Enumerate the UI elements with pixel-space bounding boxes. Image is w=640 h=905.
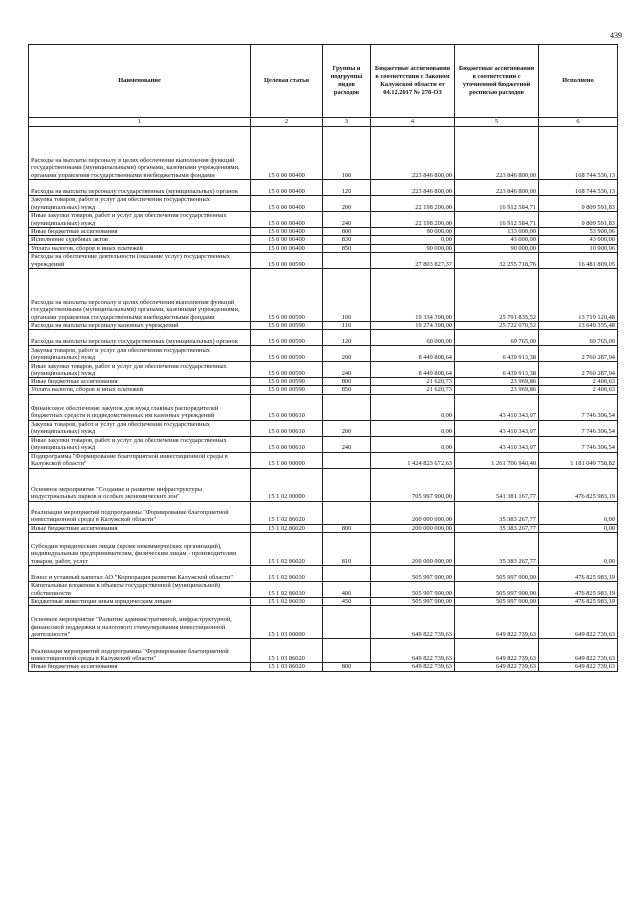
cell-group: 100 (323, 268, 371, 321)
header-row (29, 45, 618, 118)
cell-refined: 35 383 267,77 (455, 524, 539, 532)
cell-group: 240 (323, 436, 371, 452)
cell-name: Взнос в уставный капитал АО "Корпорация развития Калужской области" (29, 566, 251, 582)
table-row (29, 252, 618, 268)
cell-law: 8 449 808,64 (371, 346, 455, 362)
table-row (29, 268, 618, 321)
cell-refined: 505 997 900,00 (455, 598, 539, 606)
cell-law: 223 846 800,00 (371, 127, 455, 180)
cell-code: 15 0 00 00400 (251, 212, 323, 228)
cell-group: 240 (323, 362, 371, 378)
cell-name: Расходы на обеспечение деятельности (оказание услуг) государственных учреждений (29, 252, 251, 268)
cell-executed: 2 760 287,94 (539, 362, 618, 378)
cell-name: Расходы на выплаты персоналу государственных (муниципальных) органов (29, 180, 251, 196)
cell-law: 8 449 808,64 (371, 362, 455, 378)
cell-law: 0,00 (371, 394, 455, 420)
table-row (29, 228, 618, 236)
table-row (29, 378, 618, 386)
cell-refined: 649 822 739,63 (455, 663, 539, 671)
cell-executed: 476 825 983,19 (539, 582, 618, 598)
table-row (29, 468, 618, 501)
cell-executed: 649 822 739,63 (539, 639, 618, 663)
cell-code: 15 0 00 00590 (251, 321, 323, 329)
cell-name: Исполнение судебных актов (29, 236, 251, 244)
cell-refined: 6 439 913,38 (455, 362, 539, 378)
cell-executed: 649 822 739,63 (539, 663, 618, 671)
cell-executed: 476 825 983,19 (539, 566, 618, 582)
cell-name: Уплата налогов, сборов и иных платежей (29, 386, 251, 394)
cell-code: 15 0 00 00590 (251, 362, 323, 378)
cell-code: 15 1 03 86020 (251, 663, 323, 671)
cell-name: Иные закупки товаров, работ и услуг для обеспечения государственных (муниципальных) нужд (29, 436, 251, 452)
cell-code: 15 1 02 86030 (251, 598, 323, 606)
cell-law: 22 198 200,00 (371, 212, 455, 228)
table-row (29, 127, 618, 180)
cell-refined: 649 822 739,63 (455, 639, 539, 663)
table-row (29, 663, 618, 671)
table-row (29, 501, 618, 524)
cell-name: Расходы на выплаты персоналу государственных (муниципальных) органов (29, 330, 251, 346)
cell-law: 90 000,00 (371, 244, 455, 252)
cell-executed: 13 649 355,48 (539, 321, 618, 329)
table-row (29, 524, 618, 532)
cell-executed: 0,00 (539, 524, 618, 532)
cell-law: 223 846 800,00 (371, 180, 455, 196)
table-row (29, 346, 618, 362)
cell-name: Иные закупки товаров, работ и услуг для обеспечения государственных (муниципальных) нужд (29, 212, 251, 228)
cell-group: 400 (323, 582, 371, 598)
cell-group (323, 468, 371, 501)
cell-code: 15 1 02 86020 (251, 533, 323, 566)
cell-code: 15 0 00 00400 (251, 236, 323, 244)
cell-group: 200 (323, 346, 371, 362)
column-number-6: 6 (539, 118, 618, 127)
cell-refined: 223 846 800,00 (455, 180, 539, 196)
cell-law: 90 000,00 (371, 228, 455, 236)
table-row (29, 394, 618, 420)
cell-law: 19 274 398,00 (371, 321, 455, 329)
table-row (29, 330, 618, 346)
column-header-6: Исполнено (539, 45, 618, 118)
cell-law: 0,00 (371, 420, 455, 436)
cell-executed: 168 744 536,13 (539, 127, 618, 180)
cell-group (323, 639, 371, 663)
cell-code: 15 1 03 86020 (251, 639, 323, 663)
cell-name: Основное мероприятие "Развитие административной, инфраструктурной, финансовой поддержки и налогового стимулирования инвестиционной деятельности" (29, 606, 251, 639)
cell-executed: 0,00 (539, 501, 618, 524)
cell-code: 15 1 02 86020 (251, 524, 323, 532)
cell-refined: 541 381 167,77 (455, 468, 539, 501)
cell-name: Подпрограмма "Формирование благоприятной инвестиционной среды в Калужской области" (29, 452, 251, 468)
cell-executed: 649 822 739,63 (539, 606, 618, 639)
cell-name: Субсидии юридическим лицам (кроме некоммерческих организаций), индивидуальным предпринимателям, физическим лицам - производителям товаров, работ, услуг (29, 533, 251, 566)
column-header-5: Бюджетные ассигнования в соответствии с уточненной бюджетной росписью расходов (455, 45, 539, 118)
cell-name: Расходы на выплаты персоналу казенных учреждений (29, 321, 251, 329)
cell-law: 200 000 000,00 (371, 524, 455, 532)
cell-refined: 90 000,00 (455, 244, 539, 252)
table-row (29, 196, 618, 212)
cell-code: 15 1 00 00000 (251, 452, 323, 468)
table-row (29, 386, 618, 394)
cell-name: Реализация мероприятий подпрограммы "Формирование благоприятной инвестиционной среды в Калужской области" (29, 501, 251, 524)
cell-law: 649 822 739,63 (371, 606, 455, 639)
cell-executed: 7 746 396,54 (539, 394, 618, 420)
cell-group: 810 (323, 533, 371, 566)
cell-code: 15 0 00 00590 (251, 252, 323, 268)
table-body (29, 127, 618, 672)
cell-code: 15 0 00 00590 (251, 386, 323, 394)
cell-group: 450 (323, 598, 371, 606)
cell-refined: 223 846 800,00 (455, 127, 539, 180)
cell-law: 505 997 900,00 (371, 598, 455, 606)
column-header-2: Целевая статья (251, 45, 323, 118)
cell-law: 649 822 739,63 (371, 639, 455, 663)
cell-group: 240 (323, 212, 371, 228)
cell-refined: 69 765,00 (455, 330, 539, 346)
table-row (29, 533, 618, 566)
cell-name: Закупка товаров, работ и услуг для обеспечения государственных (муниципальных) нужд (29, 346, 251, 362)
table-row (29, 420, 618, 436)
cell-refined: 505 997 900,00 (455, 566, 539, 582)
cell-group (323, 566, 371, 582)
cell-group: 850 (323, 386, 371, 394)
cell-group: 850 (323, 244, 371, 252)
cell-code: 15 0 00 00590 (251, 268, 323, 321)
cell-executed: 2 400,63 (539, 386, 618, 394)
table-row (29, 639, 618, 663)
budget-table (28, 44, 618, 672)
cell-code: 15 0 00 00400 (251, 244, 323, 252)
cell-executed: 9 809 591,83 (539, 212, 618, 228)
cell-refined: 43 000,00 (455, 236, 539, 244)
cell-refined: 25 722 070,52 (455, 321, 539, 329)
table-row (29, 212, 618, 228)
cell-code: 15 0 00 00610 (251, 420, 323, 436)
cell-code: 15 0 00 00610 (251, 436, 323, 452)
cell-law: 705 997 900,00 (371, 468, 455, 501)
cell-law: 1 424 823 672,63 (371, 452, 455, 468)
cell-code: 15 1 02 86030 (251, 566, 323, 582)
cell-executed: 476 825 983,19 (539, 598, 618, 606)
cell-code: 15 0 00 00610 (251, 394, 323, 420)
cell-executed: 168 744 536,13 (539, 180, 618, 196)
cell-group (323, 394, 371, 420)
cell-group: 800 (323, 663, 371, 671)
column-header-4: Бюджетные ассигнования в соответствии с Законом Калужской области от 04.12.2017 № 278-ОЗ (371, 45, 455, 118)
cell-executed: 10 900,96 (539, 244, 618, 252)
cell-law: 0,00 (371, 236, 455, 244)
cell-law: 22 198 200,00 (371, 196, 455, 212)
cell-law: 505 997 900,00 (371, 582, 455, 598)
cell-name: Иные бюджетные ассигнования (29, 228, 251, 236)
cell-refined: 649 822 739,63 (455, 606, 539, 639)
table-row (29, 236, 618, 244)
table-row (29, 452, 618, 468)
cell-law: 505 997 900,00 (371, 566, 455, 582)
cell-refined: 505 997 900,00 (455, 582, 539, 598)
cell-refined: 133 000,00 (455, 228, 539, 236)
table-row (29, 180, 618, 196)
cell-code: 15 0 00 00400 (251, 228, 323, 236)
cell-group: 110 (323, 321, 371, 329)
cell-name: Иные бюджетные ассигнования (29, 663, 251, 671)
cell-name: Закупка товаров, работ и услуг для обеспечения государственных (муниципальных) нужд (29, 420, 251, 436)
cell-executed: 7 746 396,54 (539, 436, 618, 452)
cell-law: 649 822 739,63 (371, 663, 455, 671)
column-number-3: 3 (323, 118, 371, 127)
cell-code: 15 0 00 00590 (251, 378, 323, 386)
cell-name: Уплата налогов, сборов и иных платежей (29, 244, 251, 252)
cell-executed: 0,00 (539, 533, 618, 566)
cell-law: 19 334 398,00 (371, 268, 455, 321)
cell-refined: 23 969,86 (455, 386, 539, 394)
page-number: 439 (610, 31, 622, 40)
cell-group (323, 452, 371, 468)
cell-code: 15 0 00 00590 (251, 346, 323, 362)
cell-group: 800 (323, 228, 371, 236)
table-row (29, 606, 618, 639)
cell-executed: 53 900,96 (539, 228, 618, 236)
column-header-3: Группы и подгруппы видов расходов (323, 45, 371, 118)
column-number-5: 5 (455, 118, 539, 127)
cell-code: 15 1 02 86020 (251, 501, 323, 524)
cell-law: 60 000,00 (371, 330, 455, 346)
cell-code: 15 1 03 00000 (251, 606, 323, 639)
cell-name: Иные закупки товаров, работ и услуг для обеспечения государственных (муниципальных) нужд (29, 362, 251, 378)
cell-group: 800 (323, 378, 371, 386)
cell-law: 200 000 000,00 (371, 501, 455, 524)
cell-refined: 6 439 913,38 (455, 346, 539, 362)
cell-law: 0,00 (371, 436, 455, 452)
cell-executed: 2 760 287,94 (539, 346, 618, 362)
cell-law: 21 620,73 (371, 386, 455, 394)
cell-refined: 43 410 343,97 (455, 394, 539, 420)
column-number-1: 1 (29, 118, 251, 127)
cell-refined: 35 383 267,77 (455, 501, 539, 524)
cell-group (323, 252, 371, 268)
cell-refined: 25 791 835,52 (455, 268, 539, 321)
table-row (29, 598, 618, 606)
cell-name: Бюджетные инвестиции иным юридическим лицам (29, 598, 251, 606)
table-row (29, 436, 618, 452)
cell-code: 15 0 00 00590 (251, 330, 323, 346)
cell-refined: 43 410 343,97 (455, 436, 539, 452)
cell-refined: 32 255 718,76 (455, 252, 539, 268)
cell-refined: 16 912 584,71 (455, 196, 539, 212)
cell-refined: 1 261 706 940,40 (455, 452, 539, 468)
table-row (29, 566, 618, 582)
cell-name: Закупка товаров, работ и услуг для обеспечения государственных (муниципальных) нужд (29, 196, 251, 212)
cell-group: 200 (323, 196, 371, 212)
cell-group: 120 (323, 180, 371, 196)
cell-code: 15 1 02 86030 (251, 582, 323, 598)
cell-code: 15 0 00 00400 (251, 127, 323, 180)
cell-executed: 1 181 049 758,82 (539, 452, 618, 468)
table-row (29, 244, 618, 252)
cell-code: 15 1 02 00000 (251, 468, 323, 501)
column-number-row (29, 118, 618, 127)
cell-group (323, 501, 371, 524)
cell-law: 27 803 827,37 (371, 252, 455, 268)
cell-code: 15 0 00 00400 (251, 180, 323, 196)
table-row (29, 321, 618, 329)
cell-name: Реализация мероприятий подпрограммы "Формирование благоприятной инвестиционной среды в Калужской области" (29, 639, 251, 663)
cell-name: Основное мероприятие "Создание и развитие инфраструктуры индустриальных парков и особых экономических зон" (29, 468, 251, 501)
table-row (29, 582, 618, 598)
cell-law: 21 620,73 (371, 378, 455, 386)
cell-executed: 13 719 120,48 (539, 268, 618, 321)
column-number-2: 2 (251, 118, 323, 127)
table-row (29, 362, 618, 378)
cell-group: 830 (323, 236, 371, 244)
cell-name: Расходы на выплаты персоналу в целях обеспечения выполнения функций государственными (муниципальными) органами, казенными учреждениями, органами управления государственными внебюджетными фондами (29, 268, 251, 321)
cell-executed: 7 746 396,54 (539, 420, 618, 436)
cell-law: 200 000 000,00 (371, 533, 455, 566)
cell-group (323, 606, 371, 639)
cell-refined: 23 969,86 (455, 378, 539, 386)
cell-executed: 2 400,63 (539, 378, 618, 386)
cell-name: Иные бюджетные ассигнования (29, 378, 251, 386)
column-header-1: Наименование (29, 45, 251, 118)
cell-executed: 16 481 809,05 (539, 252, 618, 268)
cell-refined: 35 383 267,77 (455, 533, 539, 566)
cell-refined: 43 410 343,97 (455, 420, 539, 436)
cell-name: Финансовое обеспечение закупок для нужд главных распорядителей бюджетных средств и подведомственных им казенных учреждений (29, 394, 251, 420)
cell-executed: 69 765,00 (539, 330, 618, 346)
cell-executed: 476 825 983,19 (539, 468, 618, 501)
cell-group: 200 (323, 420, 371, 436)
cell-name: Иные бюджетные ассигнования (29, 524, 251, 532)
cell-group: 120 (323, 330, 371, 346)
cell-group: 100 (323, 127, 371, 180)
cell-code: 15 0 00 00400 (251, 196, 323, 212)
cell-group: 800 (323, 524, 371, 532)
cell-executed: 43 000,00 (539, 236, 618, 244)
column-number-4: 4 (371, 118, 455, 127)
cell-executed: 9 809 591,83 (539, 196, 618, 212)
cell-name: Капитальные вложения в объекты государственной (муниципальной) собственности (29, 582, 251, 598)
cell-refined: 16 912 584,71 (455, 212, 539, 228)
cell-name: Расходы на выплаты персоналу в целях обеспечения выполнения функций государственными (муниципальными) органами, казенными учреждениями, органами управления государственными внебюджетными фондами (29, 127, 251, 180)
